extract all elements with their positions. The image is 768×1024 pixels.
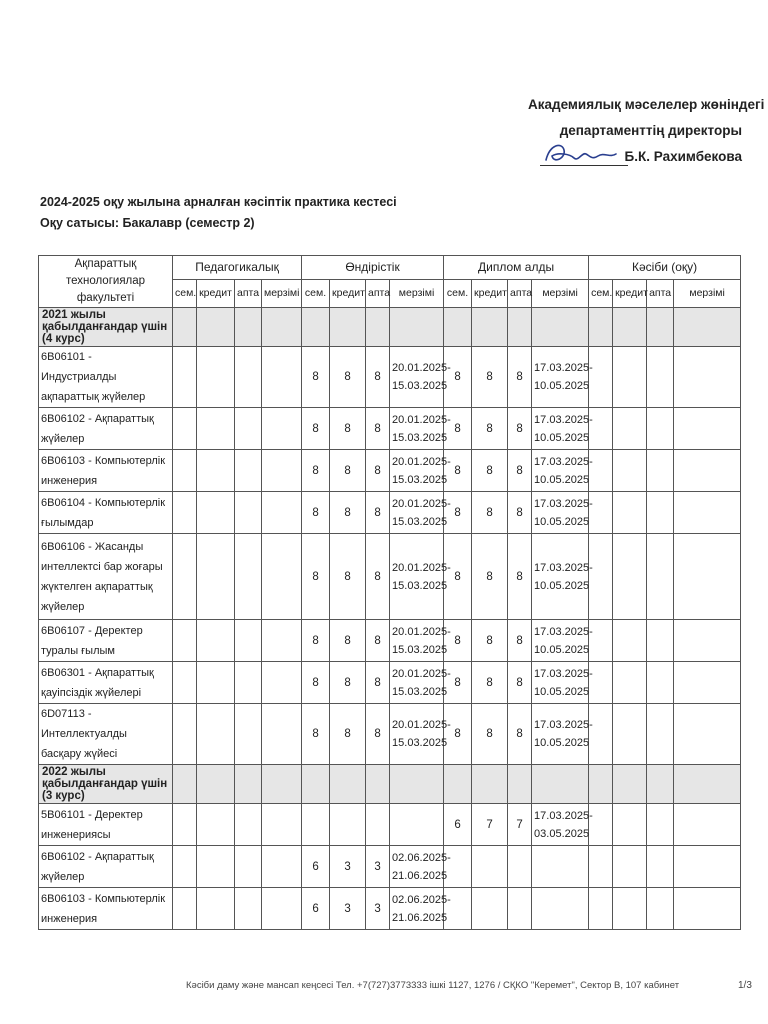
program-cell: 5В06101 - Деректер инженериясы — [39, 804, 173, 846]
dip-week-cell: 8 — [508, 492, 532, 534]
ond-credit-cell: 3 — [330, 888, 366, 930]
kas-week-cell — [647, 534, 674, 620]
ond-period-cell: 20.01.2025- 15.03.2025 — [390, 704, 444, 765]
kas-week-cell — [647, 408, 674, 450]
ond-week-cell: 8 — [366, 450, 390, 492]
program-cell: 6В06103 - Компьютерлік инженерия — [39, 888, 173, 930]
table-row — [39, 492, 741, 534]
document-subtitle: Оқу сатысы: Бакалавр (семестр 2) — [40, 216, 255, 230]
kas-credit-cell — [613, 846, 647, 888]
ped-week-cell — [235, 804, 262, 846]
section-fill-cell — [173, 765, 197, 804]
dip-period-cell — [532, 846, 589, 888]
ond-sem-cell: 8 — [302, 408, 330, 450]
program-cell: 6В06103 - Компьютерлік инженерия — [39, 450, 173, 492]
subheader-credit: кредит — [613, 279, 647, 307]
section-fill-cell — [647, 308, 674, 347]
ped-sem-cell — [173, 704, 197, 765]
ond-sem-cell — [302, 804, 330, 846]
ped-sem-cell — [173, 662, 197, 704]
dip-period-cell: 17.03.2025- 10.05.2025 — [532, 408, 589, 450]
dip-sem-cell: 8 — [444, 492, 472, 534]
dip-credit-cell: 8 — [472, 534, 508, 620]
section-fill-cell — [390, 765, 444, 804]
section-fill-cell — [508, 765, 532, 804]
ped-credit-cell — [197, 662, 235, 704]
ond-period-cell: 02.06.2025- 21.06.2025 — [390, 888, 444, 930]
ond-period-cell: 20.01.2025- 15.03.2025 — [390, 534, 444, 620]
table-row — [39, 662, 741, 704]
group-header-prediploma: Диплом алды — [444, 256, 589, 280]
dip-week-cell: 7 — [508, 804, 532, 846]
ond-week-cell: 8 — [366, 534, 390, 620]
group-header-industrial: Өндірістік — [302, 256, 444, 280]
ond-sem-cell: 8 — [302, 492, 330, 534]
kas-week-cell — [647, 662, 674, 704]
table-row — [39, 534, 741, 620]
subheader-period: мерзімі — [390, 279, 444, 307]
kas-period-cell — [674, 704, 741, 765]
program-cell: 6В06104 - Компьютерлік ғылымдар — [39, 492, 173, 534]
kas-period-cell — [674, 846, 741, 888]
kas-period-cell — [674, 408, 741, 450]
section-fill-cell — [532, 765, 589, 804]
ond-period-cell: 02.06.2025- 21.06.2025 — [390, 846, 444, 888]
program-cell: 6В06107 - Деректер туралы ғылым — [39, 620, 173, 662]
ond-week-cell — [366, 804, 390, 846]
subheader-sem: сем. — [444, 279, 472, 307]
program-cell: 6В06106 - Жасанды интеллектсі бар жоғары жүктелген ақпараттық жүйелер — [39, 534, 173, 620]
table-row — [39, 620, 741, 662]
ond-sem-cell: 8 — [302, 620, 330, 662]
section-title: 2022 жылы қабылданғандар үшін (3 курс) — [39, 765, 173, 804]
ped-sem-cell — [173, 347, 197, 408]
ped-week-cell — [235, 492, 262, 534]
ped-credit-cell — [197, 704, 235, 765]
ped-period-cell — [262, 888, 302, 930]
dip-week-cell: 8 — [508, 347, 532, 408]
ped-period-cell — [262, 662, 302, 704]
kas-week-cell — [647, 888, 674, 930]
ond-sem-cell: 8 — [302, 450, 330, 492]
ond-credit-cell: 8 — [330, 704, 366, 765]
section-fill-cell — [444, 308, 472, 347]
dip-period-cell: 17.03.2025- 10.05.2025 — [532, 450, 589, 492]
program-cell: 6В06101 - Индустриалды ақпараттық жүйелер — [39, 347, 173, 408]
dip-sem-cell: 8 — [444, 408, 472, 450]
group-header-pedagogical: Педагогикалық — [173, 256, 302, 280]
section-fill-cell — [173, 308, 197, 347]
ped-period-cell — [262, 408, 302, 450]
kas-period-cell — [674, 450, 741, 492]
section-fill-cell — [197, 765, 235, 804]
dip-sem-cell: 8 — [444, 704, 472, 765]
ond-week-cell: 8 — [366, 492, 390, 534]
dip-period-cell: 17.03.2025- 10.05.2025 — [532, 704, 589, 765]
ped-credit-cell — [197, 804, 235, 846]
kas-credit-cell — [613, 804, 647, 846]
kas-credit-cell — [613, 704, 647, 765]
faculty-header: Ақпараттық технологиялар факультеті — [39, 256, 173, 308]
schedule-body — [39, 308, 741, 930]
ped-week-cell — [235, 846, 262, 888]
section-title: 2021 жылы қабылданғандар үшін (4 курс) — [39, 308, 173, 347]
kas-period-cell — [674, 662, 741, 704]
ond-credit-cell — [330, 804, 366, 846]
dip-credit-cell: 8 — [472, 704, 508, 765]
kas-credit-cell — [613, 534, 647, 620]
section-fill-cell — [302, 765, 330, 804]
ond-week-cell: 3 — [366, 846, 390, 888]
subheader-period: мерзімі — [674, 279, 741, 307]
section-fill-cell — [472, 308, 508, 347]
section-fill-cell — [366, 308, 390, 347]
ond-period-cell — [390, 804, 444, 846]
kas-credit-cell — [613, 450, 647, 492]
ped-week-cell — [235, 704, 262, 765]
dip-period-cell: 17.03.2025- 10.05.2025 — [532, 492, 589, 534]
ped-sem-cell — [173, 492, 197, 534]
ond-week-cell: 8 — [366, 704, 390, 765]
program-cell: 6В06102 - Ақпараттық жүйелер — [39, 846, 173, 888]
subheader-week: апта — [366, 279, 390, 307]
dip-week-cell — [508, 888, 532, 930]
ped-week-cell — [235, 408, 262, 450]
section-fill-cell — [390, 308, 444, 347]
kas-period-cell — [674, 347, 741, 408]
section-fill-cell — [262, 765, 302, 804]
kas-sem-cell — [589, 888, 613, 930]
ped-week-cell — [235, 662, 262, 704]
table-row — [39, 888, 741, 930]
table-row — [39, 704, 741, 765]
table-row — [39, 450, 741, 492]
ond-period-cell: 20.01.2025- 15.03.2025 — [390, 620, 444, 662]
kas-credit-cell — [613, 492, 647, 534]
dip-credit-cell — [472, 846, 508, 888]
dip-period-cell: 17.03.2025- 10.05.2025 — [532, 347, 589, 408]
dip-week-cell: 8 — [508, 534, 532, 620]
kas-credit-cell — [613, 662, 647, 704]
section-fill-cell — [532, 308, 589, 347]
subheader-sem: сем. — [302, 279, 330, 307]
approval-line-1: Академиялық мәселелер жөніндегі — [528, 97, 765, 112]
dip-credit-cell: 8 — [472, 620, 508, 662]
ond-sem-cell: 6 — [302, 888, 330, 930]
table-row — [39, 347, 741, 408]
subheader-sem: сем. — [173, 279, 197, 307]
dip-week-cell: 8 — [508, 662, 532, 704]
ond-credit-cell: 3 — [330, 846, 366, 888]
section-fill-cell — [508, 308, 532, 347]
section-fill-cell — [647, 765, 674, 804]
dip-credit-cell: 8 — [472, 408, 508, 450]
ped-period-cell — [262, 620, 302, 662]
approval-line-2: департаменттің директоры — [559, 123, 742, 138]
ped-period-cell — [262, 804, 302, 846]
ped-credit-cell — [197, 450, 235, 492]
section-fill-cell — [235, 765, 262, 804]
approval-line-3: Б.К. Рахимбекова — [624, 149, 742, 164]
ond-credit-cell: 8 — [330, 347, 366, 408]
ond-sem-cell: 6 — [302, 846, 330, 888]
kas-sem-cell — [589, 534, 613, 620]
subheader-credit: кредит — [330, 279, 366, 307]
kas-week-cell — [647, 804, 674, 846]
ond-credit-cell: 8 — [330, 450, 366, 492]
kas-period-cell — [674, 492, 741, 534]
kas-period-cell — [674, 804, 741, 846]
section-fill-cell — [197, 308, 235, 347]
program-cell: 6D07113 - Интеллектуалды басқару жүйесі — [39, 704, 173, 765]
ped-period-cell — [262, 534, 302, 620]
subheader-period: мерзімі — [532, 279, 589, 307]
section-fill-cell — [613, 765, 647, 804]
section-fill-cell — [235, 308, 262, 347]
dip-week-cell: 8 — [508, 408, 532, 450]
ond-sem-cell: 8 — [302, 662, 330, 704]
table-row — [39, 846, 741, 888]
dip-credit-cell: 8 — [472, 450, 508, 492]
program-cell: 6В06301 - Ақпараттық қауіпсіздік жүйелері — [39, 662, 173, 704]
subheader-period: мерзімі — [262, 279, 302, 307]
kas-week-cell — [647, 450, 674, 492]
dip-period-cell: 17.03.2025- 03.05.2025 — [532, 804, 589, 846]
ond-credit-cell: 8 — [330, 492, 366, 534]
kas-week-cell — [647, 492, 674, 534]
section-fill-cell — [330, 765, 366, 804]
ond-week-cell: 8 — [366, 347, 390, 408]
subheader-credit: кредит — [472, 279, 508, 307]
section-fill-cell — [330, 308, 366, 347]
subheader-week: апта — [647, 279, 674, 307]
ped-week-cell — [235, 888, 262, 930]
kas-credit-cell — [613, 347, 647, 408]
section-fill-cell — [674, 765, 741, 804]
ond-week-cell: 8 — [366, 408, 390, 450]
ped-week-cell — [235, 620, 262, 662]
subheader-week: апта — [508, 279, 532, 307]
section-fill-cell — [674, 308, 741, 347]
kas-credit-cell — [613, 620, 647, 662]
kas-period-cell — [674, 620, 741, 662]
dip-sem-cell: 8 — [444, 662, 472, 704]
ped-week-cell — [235, 347, 262, 408]
section-fill-cell — [589, 765, 613, 804]
group-header-professional: Кәсіби (оқу) — [589, 256, 741, 280]
footer-contact: Кәсіби даму және мансап кеңсесі Тел. +7(727)3773333 ішкі 1127, 1276 / СҚКО "Керемет", Сектор В, 107 кабинет — [186, 980, 680, 991]
dip-period-cell: 17.03.2025- 10.05.2025 — [532, 662, 589, 704]
table-row — [39, 408, 741, 450]
section-fill-cell — [613, 308, 647, 347]
kas-week-cell — [647, 846, 674, 888]
program-cell: 6В06102 - Ақпараттық жүйелер — [39, 408, 173, 450]
ped-sem-cell — [173, 846, 197, 888]
section-fill-cell — [366, 765, 390, 804]
ped-sem-cell — [173, 450, 197, 492]
ond-credit-cell: 8 — [330, 408, 366, 450]
kas-period-cell — [674, 888, 741, 930]
dip-credit-cell: 7 — [472, 804, 508, 846]
dip-week-cell: 8 — [508, 620, 532, 662]
ond-credit-cell: 8 — [330, 620, 366, 662]
ond-period-cell: 20.01.2025- 15.03.2025 — [390, 347, 444, 408]
dip-period-cell: 17.03.2025- 10.05.2025 — [532, 534, 589, 620]
ped-sem-cell — [173, 408, 197, 450]
ped-credit-cell — [197, 534, 235, 620]
ped-credit-cell — [197, 620, 235, 662]
kas-week-cell — [647, 704, 674, 765]
kas-period-cell — [674, 534, 741, 620]
dip-week-cell: 8 — [508, 450, 532, 492]
signature-line — [540, 165, 628, 166]
dip-credit-cell: 8 — [472, 347, 508, 408]
dip-credit-cell — [472, 888, 508, 930]
ond-credit-cell: 8 — [330, 662, 366, 704]
dip-sem-cell: 8 — [444, 450, 472, 492]
subheader-week: апта — [235, 279, 262, 307]
section-fill-cell — [444, 765, 472, 804]
section-row — [39, 308, 741, 347]
dip-credit-cell: 8 — [472, 662, 508, 704]
ped-sem-cell — [173, 620, 197, 662]
dip-period-cell: 17.03.2025- 10.05.2025 — [532, 620, 589, 662]
ped-credit-cell — [197, 347, 235, 408]
kas-sem-cell — [589, 347, 613, 408]
dip-sem-cell: 6 — [444, 804, 472, 846]
ond-sem-cell: 8 — [302, 534, 330, 620]
kas-credit-cell — [613, 888, 647, 930]
page-number: 1/3 — [738, 980, 752, 991]
kas-sem-cell — [589, 846, 613, 888]
ped-credit-cell — [197, 408, 235, 450]
schedule-table — [38, 255, 741, 930]
section-fill-cell — [589, 308, 613, 347]
ped-period-cell — [262, 704, 302, 765]
section-fill-cell — [302, 308, 330, 347]
table-row — [39, 804, 741, 846]
dip-period-cell — [532, 888, 589, 930]
ped-period-cell — [262, 492, 302, 534]
section-row — [39, 765, 741, 804]
ond-week-cell: 3 — [366, 888, 390, 930]
section-fill-cell — [472, 765, 508, 804]
document-title: 2024-2025 оқу жылына арналған кәсіптік практика кестесі — [40, 195, 397, 209]
ped-sem-cell — [173, 534, 197, 620]
ped-credit-cell — [197, 846, 235, 888]
ped-period-cell — [262, 347, 302, 408]
ond-credit-cell: 8 — [330, 534, 366, 620]
kas-sem-cell — [589, 704, 613, 765]
ond-week-cell: 8 — [366, 620, 390, 662]
ond-sem-cell: 8 — [302, 704, 330, 765]
ond-period-cell: 20.01.2025- 15.03.2025 — [390, 408, 444, 450]
kas-week-cell — [647, 620, 674, 662]
ond-sem-cell: 8 — [302, 347, 330, 408]
ped-period-cell — [262, 450, 302, 492]
dip-sem-cell: 8 — [444, 534, 472, 620]
ond-period-cell: 20.01.2025- 15.03.2025 — [390, 662, 444, 704]
section-fill-cell — [262, 308, 302, 347]
ped-week-cell — [235, 450, 262, 492]
subheader-sem: сем. — [589, 279, 613, 307]
dip-week-cell: 8 — [508, 704, 532, 765]
ped-week-cell — [235, 534, 262, 620]
dip-credit-cell: 8 — [472, 492, 508, 534]
ped-period-cell — [262, 846, 302, 888]
dip-sem-cell: 8 — [444, 347, 472, 408]
ped-credit-cell — [197, 492, 235, 534]
kas-week-cell — [647, 347, 674, 408]
kas-credit-cell — [613, 408, 647, 450]
ped-credit-cell — [197, 888, 235, 930]
subheader-credit: кредит — [197, 279, 235, 307]
dip-sem-cell: 8 — [444, 620, 472, 662]
ond-week-cell: 8 — [366, 662, 390, 704]
ped-sem-cell — [173, 804, 197, 846]
ond-period-cell: 20.01.2025- 15.03.2025 — [390, 450, 444, 492]
ond-period-cell: 20.01.2025- 15.03.2025 — [390, 492, 444, 534]
dip-week-cell — [508, 846, 532, 888]
ped-sem-cell — [173, 888, 197, 930]
